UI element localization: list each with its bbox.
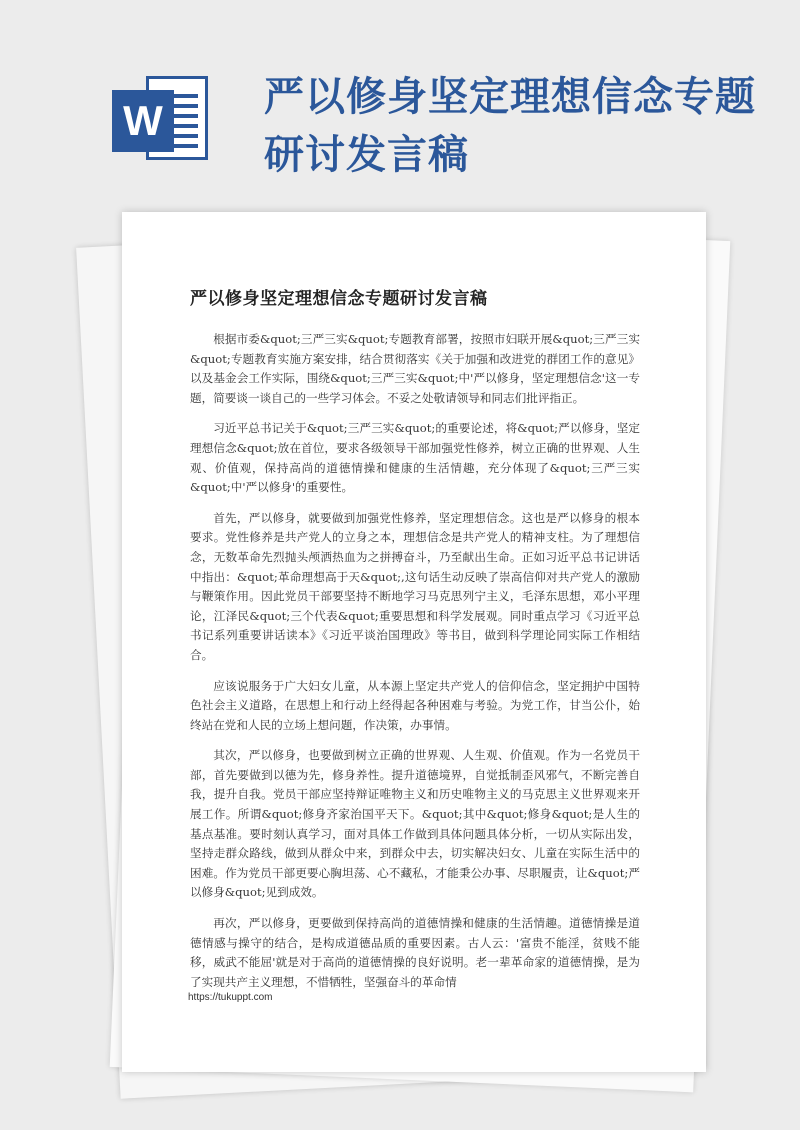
document-body bbox=[190, 330, 640, 1003]
paragraph: 再次，严以修身，更要做到保持高尚的道德情操和健康的生活情趣。道德情操是道德情感与操守的结合，是构成道德品质的重要因素。古人云：'富贵不能淫，贫贱不能移，威武不能屈'就是对于高尚的道德情操的良好说明。老一辈革命家的道德情操，是为了实现共产主义理想，不惜牺牲，坚强奋斗的革命情 bbox=[190, 916, 640, 989]
document-title: 严以修身坚定理想信念专题研讨发言稿 bbox=[190, 289, 488, 309]
header-banner bbox=[0, 0, 800, 210]
word-icon-letter: W bbox=[112, 90, 174, 152]
word-document-icon bbox=[112, 70, 212, 166]
paragraph: 首先，严以修身，就要做到加强党性修养，坚定理想信念。这也是严以修身的根本要求。党性修养是共产党人的立身之本，理想信念是共产党人的精神支柱。为了理想信念，无数革命先烈抛头颅洒热血为之拼搏奋斗，乃至献出生命。正如习近平总书记讲话中指出：&quot;革命理想高于天&quot;,这句话生动反映了崇高信仰对共产党人的激励与鞭策作用。因此党员干部要坚持不断地学习马克思列宁主义，毛泽东思想，邓小平理论，江泽民&quot;三个代表&quot;重要思想和科学发展观。同时重点学习《习近平总书记系列重要讲话读本》《习近平谈治国理政》等书目，做到科学理论同实际工作相结合。 bbox=[190, 510, 640, 662]
footer-url[interactable]: https://tukuppt.com bbox=[188, 992, 273, 1003]
banner-title: 严以修身坚定理想信念专题研讨发言稿 bbox=[264, 74, 756, 178]
paragraph: 其次，严以修身，也要做到树立正确的世界观、人生观、价值观。作为一名党员干部，首先要做到以德为先，修身养性。提升道德境界，自觉抵制歪风邪气，不断完善自我，提升自我。党员干部应坚持辩证唯物主义和历史唯物主义的马克思主义世界观来开展工作。所谓&quot;修身齐家治国平天下。&quot;其中&quot;修身&quot;是人生的基点基准。要时刻认真学习，面对具体工作做到具体问题具体分析，一切从实际出发，坚持走群众路线，做到从群众中来，到群众中去，切实解决妇女、儿童在实际生活中的困难。作为党员干部更要心胸坦荡、心不藏私，才能秉公办事、尽职履责，让&quot;严以修身&quot;见到成效。 bbox=[190, 748, 640, 900]
paragraph: 根据市委&quot;三严三实&quot;专题教育部署，按照市妇联开展&quot;三严三实&quot;专题教育实施方案安排，结合贯彻落实《关于加强和改进党的群团工作的意见》以及基金会工作实际，围绕&quot;三严三实&quot;中'严以修身，坚定理想信念'这一专题，简要谈一谈自己的一些学习体会。不妥之处敬请领导和同志们批评指正。 bbox=[190, 332, 640, 405]
document-page bbox=[122, 212, 706, 1072]
paragraph: 应该说服务于广大妇女儿童，从本源上坚定共产党人的信仰信念，坚定拥护中国特色社会主义道路，在思想上和行动上经得起各种困难与考验。为党工作，甘当公仆，始终站在党和人民的立场上想问题，作决策，办事情。 bbox=[190, 678, 640, 732]
paragraph: 习近平总书记关于&quot;三严三实&quot;的重要论述，将&quot;严以修身，坚定理想信念&quot;放在首位，要求各级领导干部加强党性修养，树立正确的世界观、人生观、价值观，保持高尚的道德情操和健康的生活情趣，充分体现了&quot;三严三实&quot;中'严以修身'的重要性。 bbox=[190, 421, 640, 495]
